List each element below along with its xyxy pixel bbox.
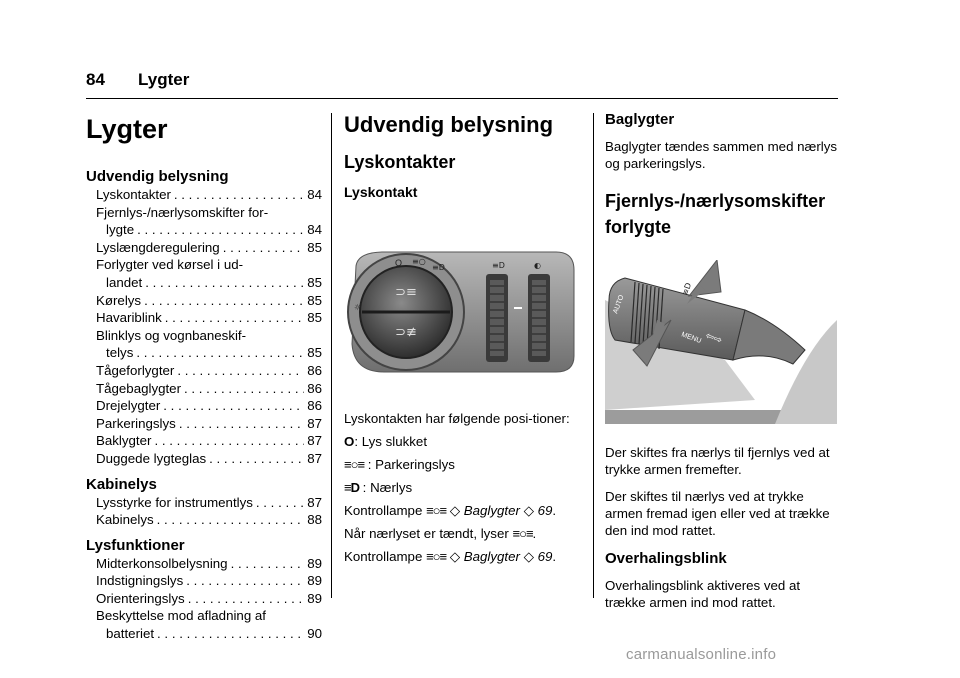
chapter-title: Lygter: [86, 114, 168, 144]
toc-link-beskyttelse-cont[interactable]: batteriet . . . 90: [86, 625, 322, 643]
parking-light-icon: ≡○≡: [512, 526, 533, 541]
svg-text:⊃≢: ⊃≢: [395, 325, 417, 340]
xref-page[interactable]: 69: [537, 503, 553, 518]
toc-link-midterkonsol[interactable]: Midterkonsolbelysning . . . 89: [86, 555, 322, 573]
toc-link-blinklys-cont[interactable]: telys . . . 85: [86, 344, 322, 362]
toc-link-forlygter[interactable]: Forlygter ved kørsel i ud-: [96, 257, 244, 273]
position-off: O: Lys slukket: [344, 434, 428, 449]
switch-intro: Lyskontakten har følgende posi-tioner:: [344, 411, 570, 426]
toc-link-koerelys[interactable]: Kørelys . . . 85: [86, 292, 322, 310]
toc-group-heading: Udvendig belysning: [86, 168, 229, 185]
page-ref-icon: ◇: [523, 549, 534, 564]
svg-text:≡D: ≡D: [492, 261, 505, 270]
column-divider-2: [593, 113, 594, 598]
toc-link-orienterings[interactable]: Orienteringslys . . . 89: [86, 590, 322, 608]
toc-list-exterior: [86, 186, 322, 468]
content-column-3: [605, 108, 839, 611]
subsection-heading: Baglygter: [605, 111, 675, 128]
page-header: [86, 70, 838, 100]
toc-link-baklygter[interactable]: Baklygter . . . 87: [86, 432, 322, 450]
xref-link-baglygter[interactable]: Baglygter: [463, 503, 520, 518]
toc-link-fjernlys[interactable]: Fjernlys-/nærlysomskifter for-: [96, 204, 269, 220]
toc-link-parkeringslys[interactable]: Parkeringslys . . . 87: [86, 415, 322, 433]
flash-instruction: Overhalingsblink aktiveres ved at trække armen ind mod rattet.: [605, 578, 801, 610]
subsection-heading: Overhalingsblink: [605, 550, 727, 567]
svg-text:≡D: ≡D: [432, 263, 445, 272]
toc-link-taagebaglygter[interactable]: Tågebaglygter . . . 86: [86, 380, 322, 398]
watermark: carmanualsonline.info: [626, 646, 777, 663]
column-divider-1: [331, 113, 332, 598]
subsection-heading: Lyskontakter: [344, 152, 456, 172]
section-heading: Udvendig belysning: [344, 112, 554, 137]
toc-link-lyskontakter[interactable]: Lyskontakter . . . 84: [86, 186, 322, 204]
toc-link-forlygter-cont[interactable]: landet . . . 85: [86, 274, 322, 292]
low-beam-icon: ≡D: [344, 480, 359, 495]
svg-text:☼: ☼: [354, 303, 362, 312]
svg-text:MENU: MENU: [680, 331, 703, 345]
toc-list-functions: [86, 555, 322, 643]
toc-link-fjernlys-cont[interactable]: lygte . . . 84: [86, 221, 322, 239]
indicator-ref-2: Kontrollampe ≡○≡ ◇ Baglygter ◇ 69.: [344, 549, 557, 564]
parking-light-icon: ≡○≡: [344, 457, 365, 472]
svg-text:⇦⇨: ⇦⇨: [703, 330, 724, 347]
toc-link-indstignings[interactable]: Indstigningslys . . . 89: [86, 572, 322, 590]
toc-link-duggede[interactable]: Duggede lygteglas . . . 87: [86, 450, 322, 468]
low-beam-note: Når nærlyset er tændt, lyser ≡○≡.: [344, 526, 537, 541]
low-beam-instruction: Der skiftes til nærlys ved at trykke armen fremad igen eller ved at trække den ind mod rattet.: [605, 489, 830, 538]
position-parking: ≡○≡ : Parkeringslys: [344, 457, 455, 472]
page-ref-icon: ◇: [523, 503, 534, 518]
toc-link-lyslaengde[interactable]: Lyslængderegulering . . . 85: [86, 239, 322, 257]
svg-text:≡○: ≡○: [412, 257, 426, 266]
baglygter-text: Baglygter tændes sammen med nærlys og parkeringslys.: [605, 139, 838, 171]
parking-light-icon: ≡○≡: [426, 549, 447, 564]
content-column-2: [344, 108, 582, 565]
toc-link-havariblink[interactable]: Havariblink . . . 85: [86, 309, 322, 327]
page-ref-icon: ◇: [449, 549, 461, 564]
high-beam-instruction: Der skiftes fra nærlys til fjernlys ved at trykke armen fremefter.: [605, 445, 830, 477]
svg-text:≡D: ≡D: [680, 281, 694, 297]
toc-column: [86, 108, 322, 643]
position-low-beam: ≡D : Nærlys: [344, 480, 413, 495]
toc-link-lysstyrke[interactable]: Lysstyrke for instrumentlys . . . 87: [86, 494, 322, 512]
header-rule: [86, 98, 838, 99]
toc-group-heading: Kabinelys: [86, 475, 157, 493]
parking-light-icon: ≡○≡: [426, 503, 447, 518]
indicator-ref-1: Kontrollampe ≡○≡ ◇ Baglygter ◇ 69.: [344, 503, 557, 518]
high-beam-stalk-illustration: [605, 260, 837, 424]
xref-link-baglygter[interactable]: Baglygter: [463, 549, 520, 564]
toc-list-cabin: [86, 494, 322, 529]
page-ref-icon: ◇: [449, 503, 461, 518]
toc-link-taageforlygter[interactable]: Tågeforlygter . . . 86: [86, 362, 322, 380]
sub-subsection-heading: Lyskontakt: [344, 184, 418, 200]
svg-text:⊃≡: ⊃≡: [395, 285, 417, 300]
svg-text:◐: ◐: [534, 261, 541, 270]
toc-link-beskyttelse[interactable]: Beskyttelse mod afladning af: [96, 608, 267, 624]
xref-page[interactable]: 69: [537, 549, 553, 564]
toc-link-kabinelys[interactable]: Kabinelys . . . 88: [86, 511, 322, 529]
toc-link-drejelygter[interactable]: Drejelygter . . . 86: [86, 397, 322, 415]
light-switch-illustration: [344, 244, 580, 380]
toc-group-heading: Lysfunktioner: [86, 536, 185, 554]
header-section-title: Lygter: [138, 70, 190, 89]
page-number: 84: [86, 70, 105, 89]
subsection-heading: Fjernlys-/nærlysomskifter forlygte: [605, 191, 826, 237]
svg-text:AUTO: AUTO: [612, 294, 626, 315]
toc-link-blinklys[interactable]: Blinklys og vognbaneskif-: [96, 327, 247, 343]
svg-text:O: O: [395, 258, 403, 268]
